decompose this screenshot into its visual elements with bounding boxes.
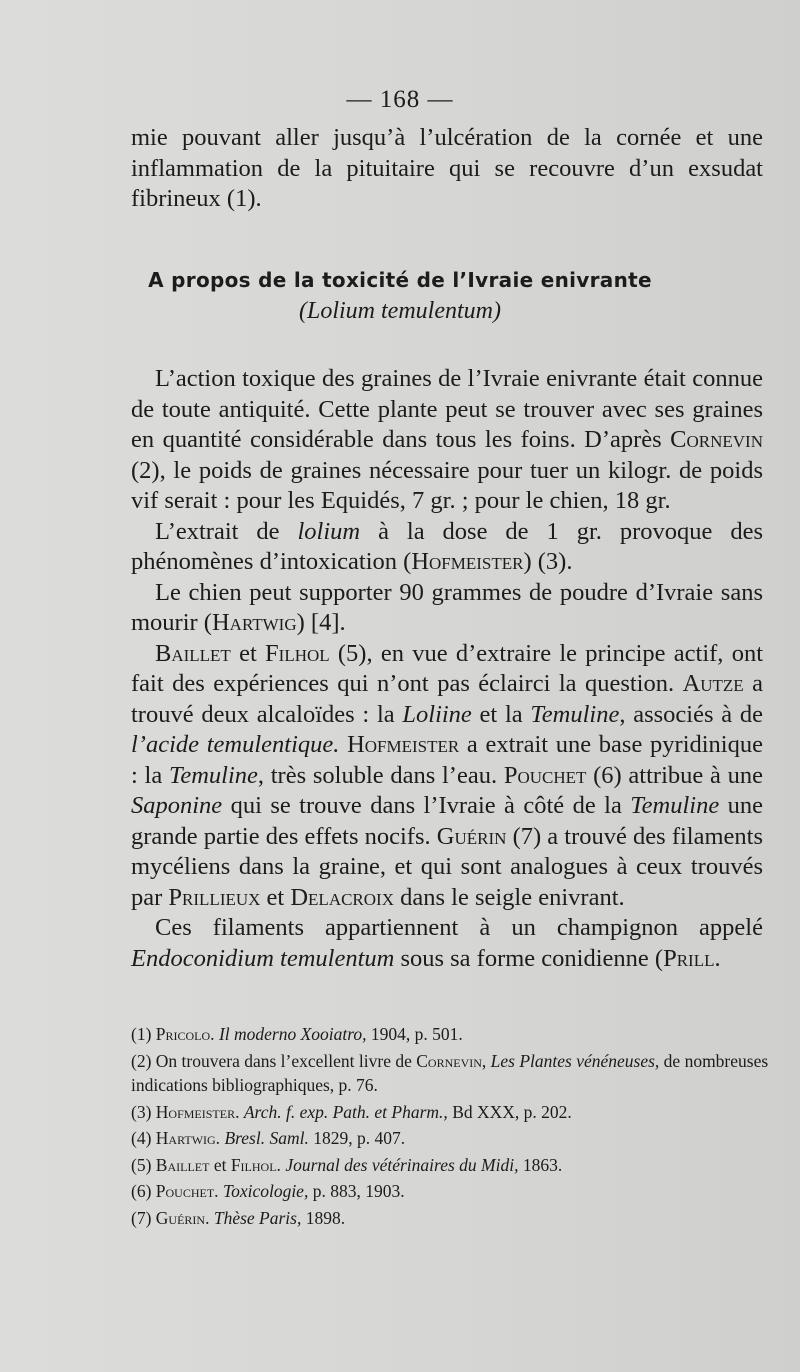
footnote-number: (7) [131, 1207, 156, 1228]
p1-text-b: (2), le poids de graines nécessaire pour tuer un kilogr. de poids vif serait : pour les Equidés, 7 gr. ; pour le chien, 18 gr. [131, 456, 763, 514]
footnote-number: (2) [131, 1050, 156, 1071]
footnote-rest: de nombreuses indications bibliographiques, p. 76. [131, 1050, 769, 1095]
footnote-rest: 1904, p. 501. [366, 1024, 463, 1044]
footnote-number: (5) [131, 1154, 156, 1175]
intro-paragraph [131, 123, 763, 215]
p3-text-a: Le chien peut supporter 90 grammes de poudre d’Ivraie sans mourir ( [131, 578, 763, 636]
p4-text: et la [471, 700, 531, 728]
p4-text: (5), en vue d’extraire le principe actif, ont fait des expériences qui n’ont pas éclairci la question. [131, 639, 763, 697]
p4-text: , très soluble dans l’eau. [257, 761, 504, 789]
footnote-number: (1) [131, 1024, 156, 1044]
section-title: A propos de la toxicité de l’Ivraie enivrante [148, 268, 652, 292]
author-name: Delacroix [290, 883, 394, 911]
footnote-title: Il moderno Xooiatro, [218, 1024, 367, 1044]
p1-text-a: L’action toxique des graines de l’Ivraie enivrante était connue de toute antiquité. Cette plante peut se trouver avec ses graines en quantité considérable dans tous les foins. D’après [131, 365, 763, 453]
author-name: Pouchet [503, 761, 587, 789]
p4-italic: Temuline [168, 761, 258, 789]
author-name: Hofmeister [411, 548, 524, 575]
footnote-rest: p. 883, 1903. [308, 1181, 405, 1201]
p4-text: une grande partie des effets nocifs. [131, 792, 764, 850]
footnote-author: Pouchet. [155, 1181, 219, 1201]
footnote-1 [131, 1022, 771, 1047]
p5-italic: Endoconidium temulentum [131, 944, 395, 972]
footnote-number: (6) [131, 1181, 156, 1201]
author-name: Filhol [265, 639, 330, 667]
p2-text-b: à la dose de 1 gr. provoque des phénomènes d’intoxication ( [131, 517, 763, 575]
footnote-pre: On trouvera dans l’excellent livre de [155, 1050, 417, 1071]
author-name: Autze [682, 670, 744, 697]
p3-text-b: ) [4]. [296, 609, 346, 636]
p5-text-b: sous sa forme conidienne ( [394, 944, 664, 972]
paragraph-2 [131, 517, 763, 578]
p4-text: a extrait une base pyridinique : la [131, 731, 763, 789]
author-name: Prillieux [168, 883, 261, 911]
footnote-6 [131, 1179, 771, 1204]
footnote-rest: 1829, p. 407. [308, 1128, 406, 1148]
section-subtitle: (Lolium temulentum) [299, 298, 501, 324]
p4-italic: l’acide temulentique. [131, 731, 340, 758]
p4-text: (7) a trouvé des filaments mycéliens dans la graine, et qui sont analogues à ceux trouvés par [131, 822, 764, 911]
p4-italic: Temuline [530, 700, 620, 728]
author-name: Hartwig [211, 609, 297, 636]
footnote-author: Baillet [155, 1154, 210, 1175]
body-text [131, 364, 763, 974]
footnote-4 [131, 1126, 771, 1151]
paragraph-3 [131, 578, 763, 639]
footnotes [131, 1022, 771, 1232]
footnote-number: (3) [131, 1101, 156, 1122]
p4-italic: Temuline [630, 792, 720, 819]
p4-text: a trouvé deux alcaloïdes : la [131, 670, 764, 728]
intro-text: mie pouvant aller jusqu’à l’ulcération de la cornée et une inflammation de la pituitaire qui se recouvre d’un exsudat fibrineux (1). [131, 124, 763, 212]
paragraph-1 [131, 364, 763, 517]
footnote-author: Guérin. [155, 1207, 210, 1228]
footnote-rest: 1863. [518, 1154, 563, 1175]
footnote-title: Toxicologie, [222, 1181, 309, 1201]
author-name: Baillet [155, 639, 231, 667]
author-name: Guérin [436, 822, 507, 850]
p4-text: dans le seigle enivrant. [394, 883, 625, 911]
p4-text: et [230, 639, 266, 667]
footnote-author: Hartwig. [155, 1128, 221, 1148]
footnote-author: Pricolo. [155, 1024, 215, 1044]
footnote-title: Bresl. Saml. [224, 1128, 309, 1148]
footnote-title: Arch. f. exp. Path. et Pharm., [243, 1101, 448, 1122]
p4-text: et [260, 883, 291, 911]
footnote-3 [131, 1100, 771, 1125]
p2-text-c: ) (3). [523, 548, 573, 575]
footnote-title: Journal des vétérinaires du Midi, [285, 1154, 519, 1175]
p4-text [339, 731, 347, 758]
p4-text: (6) attribue à une [586, 761, 763, 789]
p4-italic: Loliine [402, 700, 472, 728]
page-number: — 168 — [346, 86, 454, 113]
footnote-author: Cornevin, [416, 1050, 487, 1071]
footnote-mid: et [209, 1154, 231, 1175]
footnote-7 [131, 1206, 771, 1231]
p4-text: qui se trouve dans l’Ivraie à côté de la [222, 792, 631, 819]
p2-italic: lolium [297, 517, 361, 545]
footnote-rest: 1898. [301, 1207, 346, 1228]
footnote-rest: Bd XXX, p. 202. [447, 1101, 572, 1122]
paragraph-5 [131, 913, 763, 974]
p4-italic: Saponine [131, 792, 223, 819]
footnote-2 [131, 1049, 771, 1098]
p2-text-a: L’extrait de [155, 517, 298, 545]
footnote-title: Les Plantes vénéneuses, [490, 1050, 660, 1071]
footnote-title: Thèse Paris, [213, 1207, 302, 1228]
author-name: Prill. [663, 944, 721, 972]
footnote-author: Hofmeister. [155, 1101, 240, 1122]
p4-text: , associés à de [619, 700, 763, 728]
author-name: Hofmeister [347, 731, 460, 758]
footnote-5 [131, 1153, 771, 1178]
footnote-number: (4) [131, 1128, 156, 1148]
footnote-author: Filhol. [230, 1154, 281, 1175]
paragraph-4 [131, 639, 763, 914]
author-name: Cornevin [670, 426, 763, 453]
p5-text-a: Ces filaments appartiennent à un champignon appelé [155, 914, 763, 941]
